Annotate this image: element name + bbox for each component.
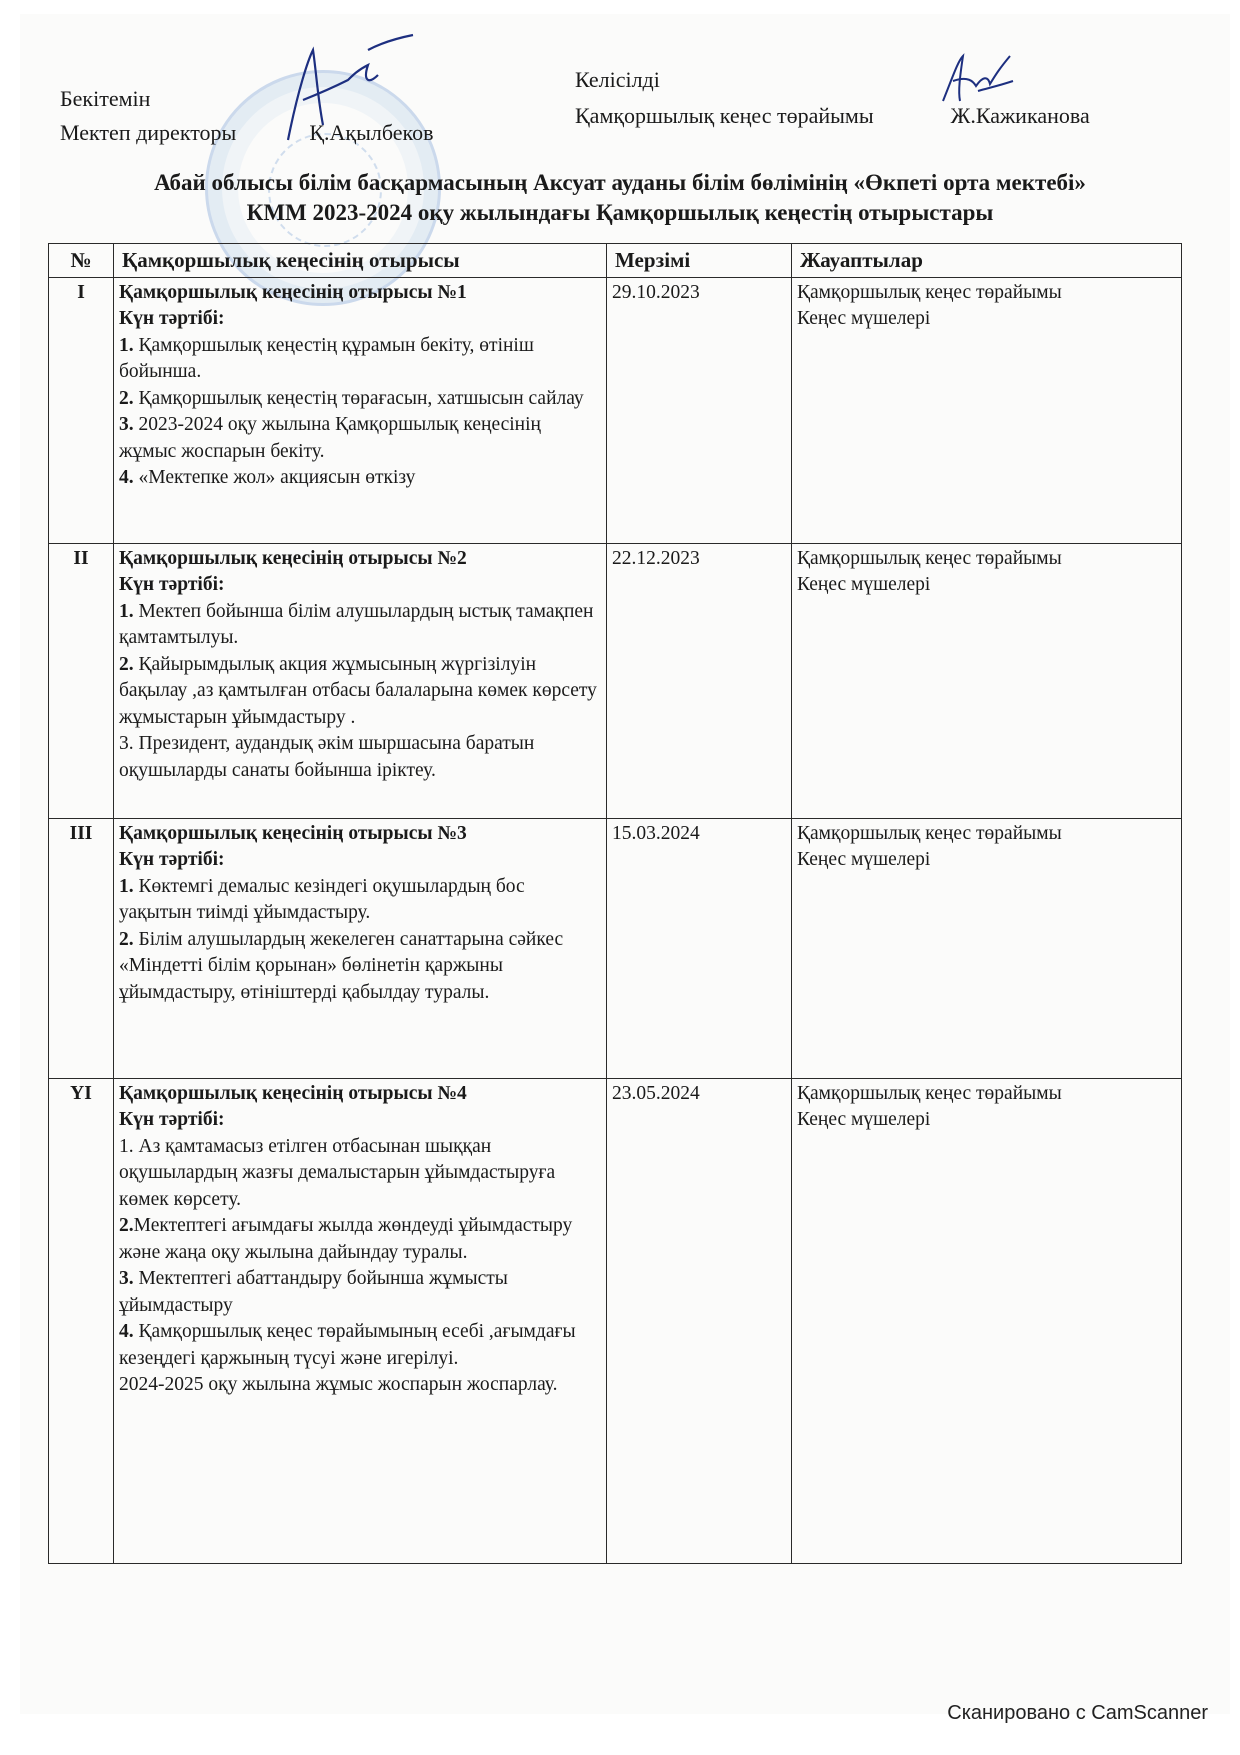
responsible-person: Қамқоршылық кеңес төрайымы — [797, 822, 1062, 844]
meetings-table — [48, 243, 1182, 1564]
meeting-date: 29.10.2023 — [607, 277, 792, 543]
approve-label: Бекітемін — [60, 86, 151, 111]
agenda-item — [119, 412, 601, 465]
document-title-line1: Абай облысы білім басқармасының Аксуат ауданы білім бөлімінің «Өкпеті орта мектебі» — [154, 170, 1086, 195]
column-header-meeting: Қамқоршылық кеңесінің отырысы — [114, 244, 607, 278]
agenda-item-number: 2. — [119, 928, 134, 950]
row-number: III — [49, 818, 114, 1078]
agenda-item-text: 2023-2024 оқу жылына Қамқоршылық кеңесінің жұмыс жоспарын бекіту. — [119, 414, 541, 462]
column-header-date: Мерзімі — [607, 244, 792, 278]
table-body — [49, 277, 1182, 1563]
table-header-row — [49, 244, 1182, 278]
responsible-cell — [792, 277, 1182, 543]
agenda-item-number: 1. — [119, 600, 134, 622]
agenda-item-text: Қамқоршылық кеңес төрайымының есебі ,ағымдағы кезеңдегі қаржының түсуі және игерілуі. — [119, 1321, 576, 1369]
agenda-item-number: 3. — [119, 414, 134, 435]
meeting-date: 23.05.2024 — [607, 1078, 792, 1563]
responsible-person: Қамқоршылық кеңес төрайымы — [797, 1082, 1062, 1104]
responsible-person: Кеңес мүшелері — [797, 849, 931, 870]
agenda-item-text: Мектептегі ағымдағы жылда жөндеуді ұйымдастыру және жаңа оқу жылына дайындау туралы. — [119, 1215, 573, 1263]
agenda-item — [119, 465, 601, 492]
council-chair-line — [575, 98, 1090, 134]
agenda-item-text: 2024-2025 оқу жылына жұмыс жоспарын жоспарлау. — [119, 1374, 558, 1395]
agenda-item-number: 2. — [119, 653, 134, 675]
agenda-item — [119, 1213, 601, 1266]
agenda-item-text: Қамқоршылық кеңестің құрамын бекіту, өтініш бойынша. — [119, 334, 534, 382]
meeting-date: 22.12.2023 — [607, 543, 792, 818]
table-row — [49, 277, 1182, 543]
agenda-item-text: «Мектепке жол» акциясын өткізу — [133, 467, 416, 488]
agenda-item — [119, 731, 601, 784]
director-name: Қ.Ақылбеков — [309, 120, 434, 145]
meeting-cell — [114, 543, 607, 818]
agenda-item-number: 2. — [119, 387, 134, 409]
agenda-item-number: 4. — [119, 1321, 134, 1342]
meeting-title: Қамқоршылық кеңесінің отырысы №4 — [119, 1082, 467, 1104]
agenda-item-text: Мектептегі абаттандыру бойынша жұмысты ұйымдастыру — [119, 1268, 508, 1316]
agenda-item-number: 1. — [119, 875, 134, 897]
meeting-title: Қамқоршылық кеңесінің отырысы №3 — [119, 822, 467, 844]
council-chair-name: Ж.Кажиканова — [950, 103, 1090, 128]
meeting-cell — [114, 818, 607, 1078]
meeting-title: Қамқоршылық кеңесінің отырысы №1 — [119, 281, 467, 303]
agree-label: Келісілді — [575, 67, 660, 92]
scanner-watermark: Сканировано с CamScanner — [947, 1702, 1208, 1724]
agenda-item — [119, 1319, 601, 1372]
agenda-item — [119, 1134, 601, 1214]
meeting-cell — [114, 1078, 607, 1563]
agreement-block — [575, 62, 1090, 134]
agenda-item-text: Қамқоршылық кеңестің төрағасын, хатшысын сайлау — [133, 387, 584, 409]
agenda-item — [119, 652, 601, 732]
agenda-item-text: Мектеп бойынша білім алушылардың ыстық тамақпен қамтамтылуы. — [119, 600, 594, 648]
row-number: II — [49, 543, 114, 818]
agenda-item — [119, 386, 601, 413]
agenda-item-text: Қайырымдылық акция жұмысының жүргізілуін бақылау ,аз қамтылған отбасы балаларына көмек көрсету жұмыстарын ұйымдастыру . — [119, 653, 597, 728]
responsible-person: Кеңес мүшелері — [797, 574, 931, 595]
agenda-item-number: 1. — [119, 334, 134, 356]
column-header-responsible: Жауаптылар — [792, 244, 1182, 278]
table-row — [49, 818, 1182, 1078]
row-number: I — [49, 277, 114, 543]
meeting-cell — [114, 277, 607, 543]
meeting-date: 15.03.2024 — [607, 818, 792, 1078]
agenda-item-text: 3. Президент, аудандық әкім шыршасына баратын оқушыларды санаты бойынша іріктеу. — [119, 733, 535, 781]
responsible-person: Қамқоршылық кеңес төрайымы — [797, 547, 1062, 569]
responsible-cell — [792, 543, 1182, 818]
agenda-item-number: 4. — [119, 467, 134, 488]
agenda-item — [119, 874, 601, 927]
agenda-label: Күн тәртібі: — [119, 308, 225, 329]
agenda-item-number: 3. — [119, 1268, 134, 1289]
document-title-line2: КММ 2023-2024 оқу жылындағы Қамқоршылық кеңестің отырыстары — [246, 200, 994, 225]
responsible-cell — [792, 1078, 1182, 1563]
meeting-title: Қамқоршылық кеңесінің отырысы №2 — [119, 547, 467, 569]
agenda-item-text: 1. Аз қамтамасыз етілген отбасынан шыққан оқушылардың жазғы демалыстарын ұйымдастыруға көмек көрсету. — [119, 1135, 556, 1210]
agenda-item — [119, 1372, 601, 1399]
row-number: YI — [49, 1078, 114, 1563]
agenda-label: Күн тәртібі: — [119, 574, 225, 595]
table-row — [49, 543, 1182, 818]
responsible-person: Кеңес мүшелері — [797, 1109, 931, 1130]
responsible-person: Кеңес мүшелері — [797, 308, 931, 329]
responsible-person: Қамқоршылық кеңес төрайымы — [797, 281, 1062, 303]
responsible-cell — [792, 818, 1182, 1078]
council-chair-role: Қамқоршылық кеңес төрайымы — [575, 103, 874, 128]
approval-block — [60, 82, 433, 150]
agenda-item — [119, 333, 601, 386]
agenda-item — [119, 599, 601, 652]
agenda-label: Күн тәртібі: — [119, 849, 225, 870]
column-header-number: № — [49, 244, 114, 278]
director-role: Мектеп директоры — [60, 120, 237, 145]
agenda-item-text: Көктемгі демалыс кезіндегі оқушылардың бос уақытын тиімді ұйымдастыру. — [119, 875, 525, 923]
agenda-item-number: 2. — [119, 1215, 134, 1236]
agenda-item-text: Білім алушылардың жекелеген санаттарына сәйкес «Міндетті білім қорынан» бөлінетін қаржыны ұйымдастыру, өтініштерді қабылдау туралы. — [119, 928, 564, 1003]
director-line — [60, 116, 433, 150]
agenda-label: Күн тәртібі: — [119, 1109, 225, 1130]
table-row — [49, 1078, 1182, 1563]
agenda-item — [119, 927, 601, 1007]
agenda-item — [119, 1266, 601, 1319]
